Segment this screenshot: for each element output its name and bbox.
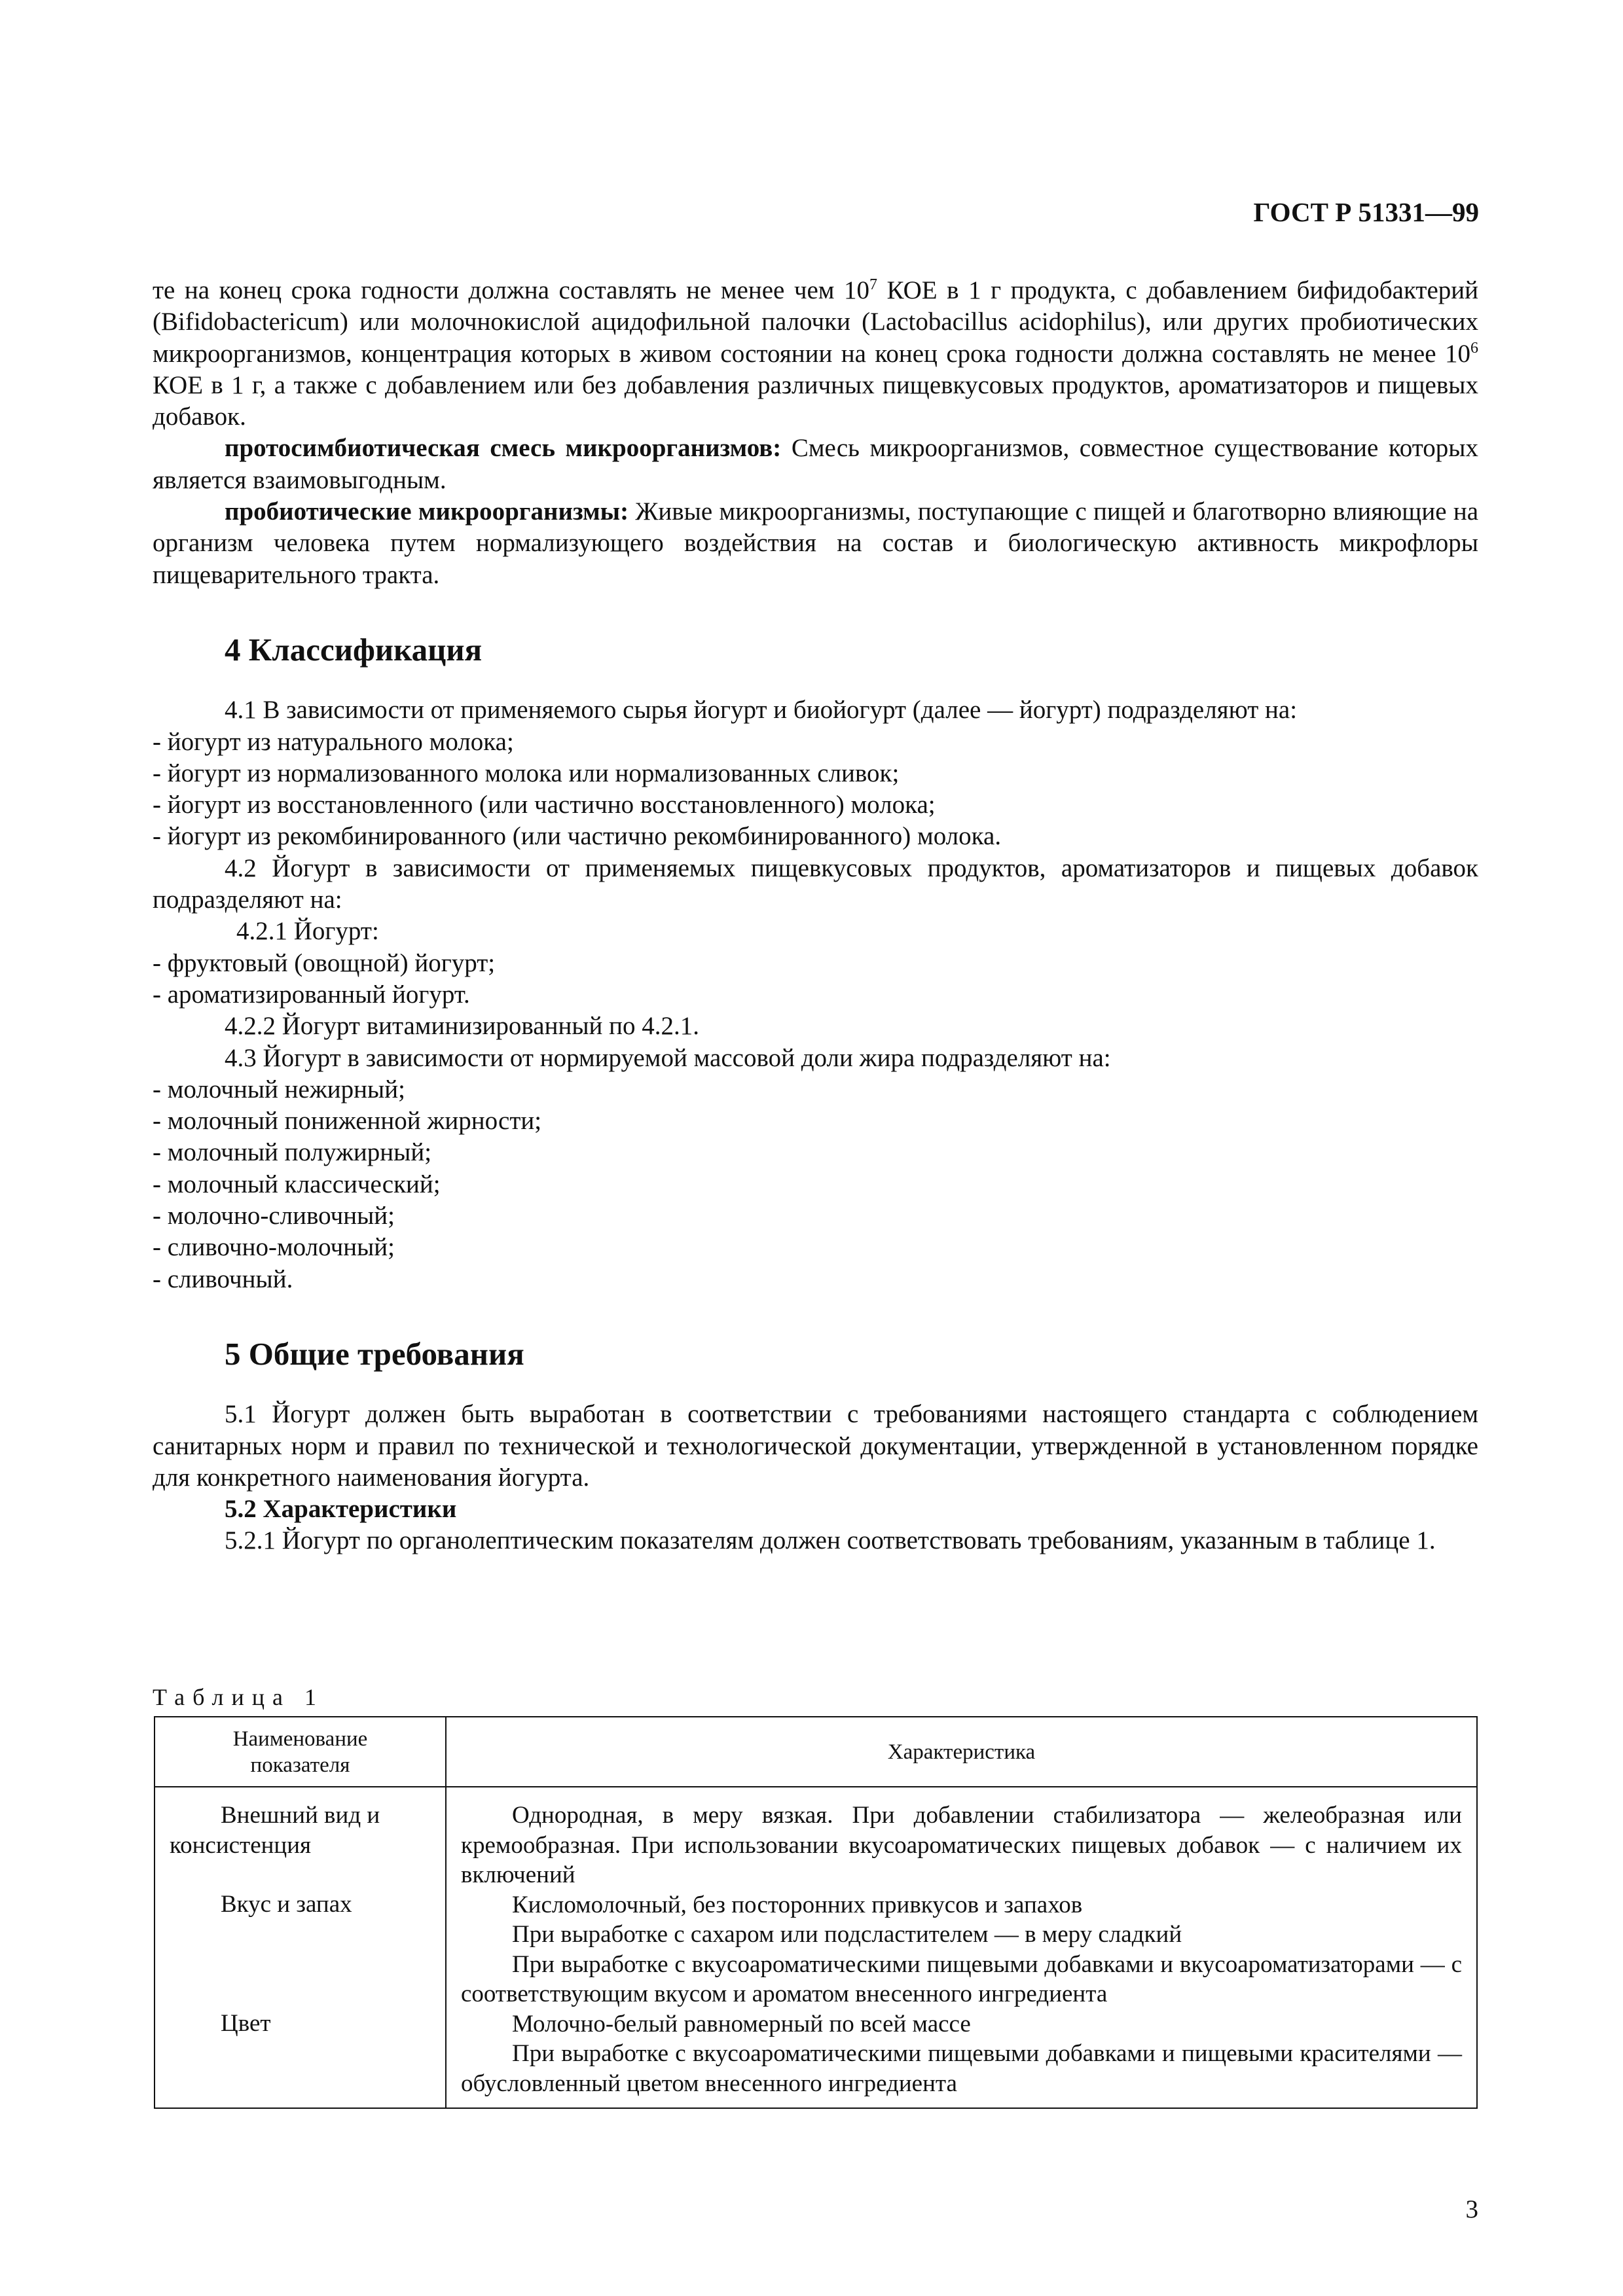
clause-5-1: 5.1 Йогурт должен быть выработан в соответствии с требованиями настоящего стандарта с соблюдением санитарных норм и правил по технической и технологической документации, утвержденной в установленном порядке для конкретного наименования йогурта. [153,1400,1478,1492]
column-header-indicator: Наименование показателя [155,1717,446,1787]
list-item: - фруктовый (овощной) йогурт; [153,948,496,977]
indicator-taste: Вкус и запах [221,1891,352,1918]
characteristic-taste: При выработке с вкусоароматическими пищевыми добавками и вкусоароматизаторами — с соответствующим вкусом и ароматом внесенного ингредиента [461,1950,1462,2007]
list-item: - молочный нежирный; [153,1075,405,1103]
list-item: - сливочный. [153,1265,293,1293]
definition-protosymbiotic: протосимбиотическая смесь микроорганизмов: Смесь микроорганизмов, совместное существование которых является взаимовыгодным. [153,434,1479,494]
column-header-characteristic: Характеристика [446,1717,1477,1787]
list-item: - молочный полужирный; [153,1138,432,1167]
table-header-row [155,1717,1477,1787]
term-protosymbiotic: протосимбиотическая смесь микроорганизмов: [225,434,782,463]
main-text [153,275,1478,1557]
list-item: - йогурт из натурального молока; [153,727,514,756]
intro-paragraph: те на конец срока годности должна составлять не менее чем $10^7$ КОЕ в 1 г продукта, с добавлением бифидобактерий (Bifidobactericum) или молочнокислой ацидофильной палочки (Lactobacillus acidophilus), или других пробиотических микроорганизмов, концентрация которых в живом состоянии на конец срока годности должна составлять не менее $10^6$ КОЕ в 1 г, а также с добавлением или без добавления различных пищевкусовых продуктов, ароматизаторов и пищевых добавок. [153,276,1478,431]
section-5-heading: 5 Общие требования [225,1335,524,1372]
list-item: - молочный классический; [153,1170,441,1198]
clause-4-2: 4.2 Йогурт в зависимости от применяемых пищевкусовых продуктов, ароматизаторов и пищевых добавок подразделяют на: [153,853,1478,914]
list-item: - йогурт из нормализованного молока или нормализованных сливок; [153,759,900,787]
clause-4-1: 4.1 В зависимости от применяемого сырья йогурт и биойогурт (далее — йогурт) подразделяют на: [225,696,1298,725]
clause-4-3: 4.3 Йогурт в зависимости от нормируемой массовой доли жира подразделяют на: [225,1043,1111,1072]
table-1 [154,1716,1478,2109]
list-item: - молочно-сливочный; [153,1202,395,1230]
clause-4-2-1: 4.2.1 Йогурт: [236,917,379,946]
term-probiotic: пробиотические микроорганизмы: [225,497,629,526]
indicator-color: Цвет [221,2010,271,2037]
list-item: - молочный пониженной жирности; [153,1107,542,1136]
document-id-header: ГОСТ Р 51331—99 [1253,197,1479,227]
section-4-heading: 4 Классификация [225,631,483,668]
clause-5-2-1: 5.2.1 Йогурт по органолептическим показателям должен соответствовать требованиям, указанным в таблице 1. [225,1526,1436,1555]
indicator-appearance: Внешний вид и консистенция [170,1802,380,1859]
characteristic-taste: Кисломолочный, без посторонних привкусов и запахов [512,1891,1083,1918]
clause-5-2-heading: 5.2 Характеристики [225,1495,457,1524]
characteristic-appearance: Однородная, в меру вязкая. При добавлении стабилизатора — желеобразная или кремообразная. При использовании вкусоароматических пищевых добавок — с наличием их включений [461,1802,1462,1888]
characteristic-taste: При выработке с сахаром или подсластителем — в меру сладкий [512,1921,1182,1948]
list-item: - ароматизированный йогурт. [153,980,470,1009]
list-item: - йогурт из восстановленного (или частично восстановленного) молока; [153,791,936,819]
table-caption: Таблица 1 [153,1684,324,1710]
definition-probiotic: пробиотические микроорганизмы: Живые микроорганизмы, поступающие с пищей и благотворно влияющие на организм человека путем нормализующего воздействия на состав и биологическую активность микрофлоры пищеварительного тракта. [153,497,1478,589]
list-item: - сливочно-молочный; [153,1233,395,1262]
clause-4-2-2: 4.2.2 Йогурт витаминизированный по 4.2.1. [225,1012,700,1041]
characteristic-color: Молочно-белый равномерный по всей массе [512,2010,971,2037]
characteristic-color: При выработке с вкусоароматическими пищевыми добавками и пищевыми красителями — обусловленный цветом внесенного ингредиента [461,2040,1462,2097]
page-number: 3 [1465,2195,1478,2223]
list-item: - йогурт из рекомбинированного (или частично рекомбинированного) молока. [153,822,1002,851]
table-row [155,1787,1477,2108]
